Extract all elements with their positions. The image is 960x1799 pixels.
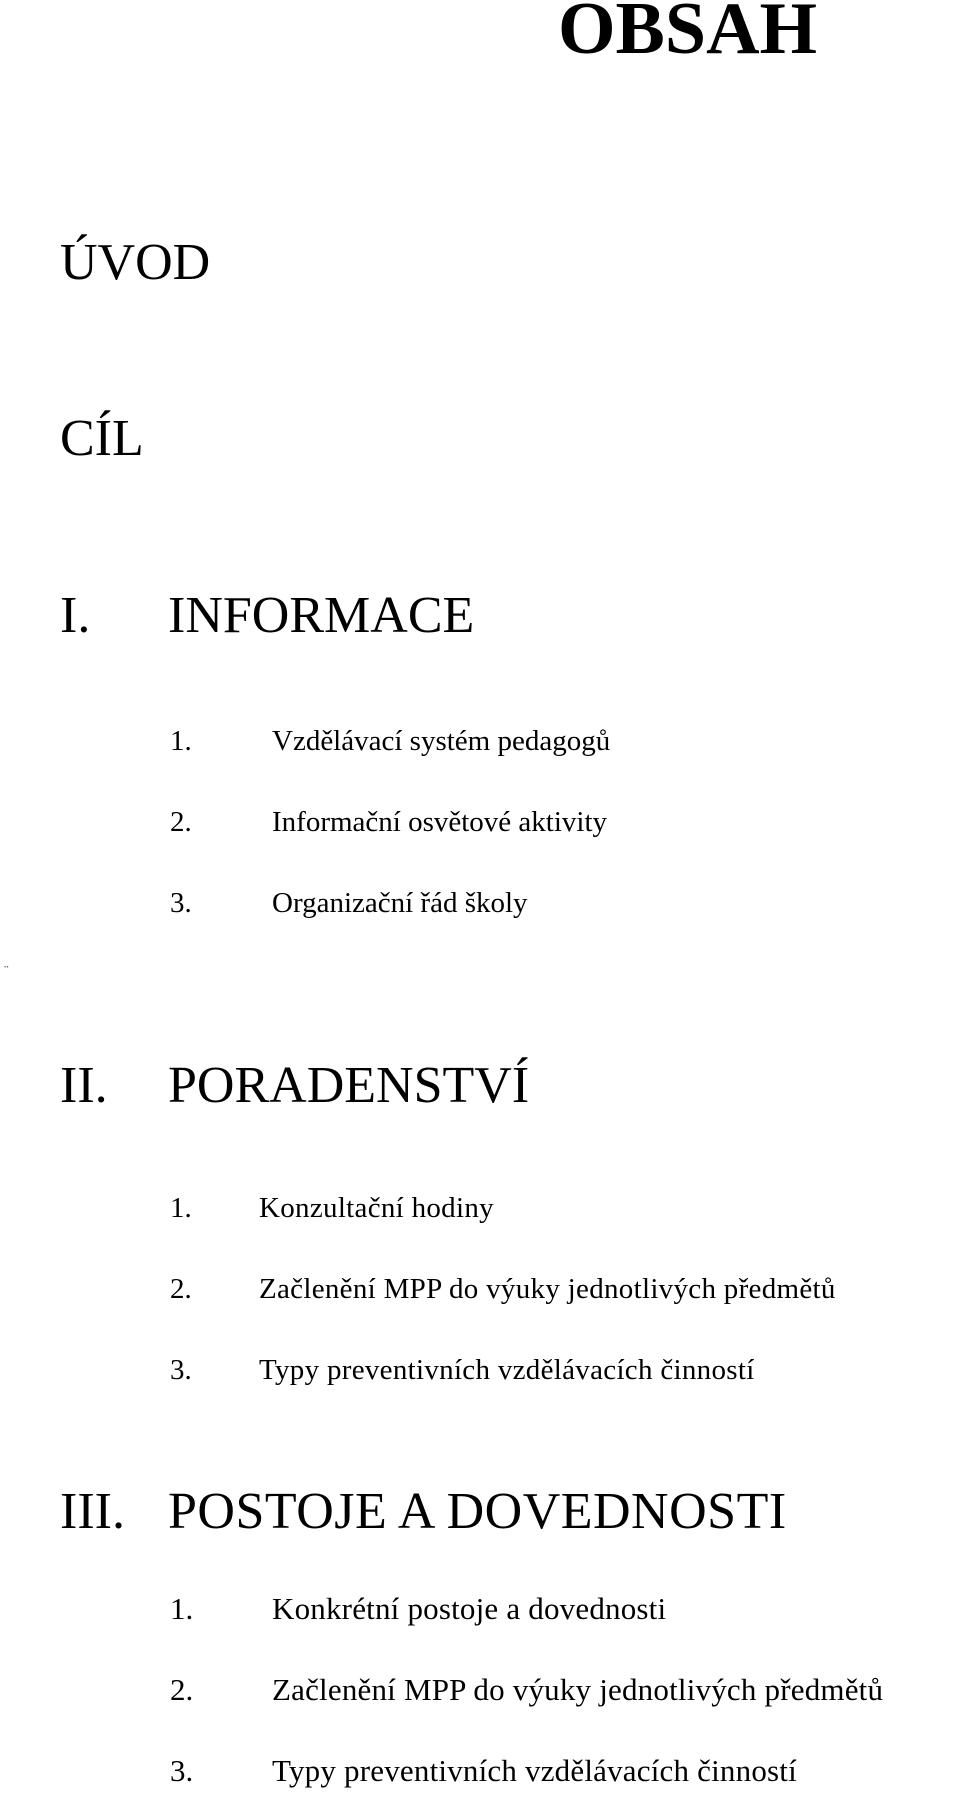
section-1-item-3-text: Organizační řád školy — [272, 887, 528, 919]
stray-mark: ¨ — [4, 964, 9, 979]
section-1-title: INFORMACE — [168, 587, 475, 644]
section-1-item-1-text: Vzdělávací systém pedagogů — [272, 725, 611, 757]
section-2-item-3-text: Typy preventivních vzdělávacích činností — [259, 1354, 755, 1386]
page-title: OBSAH — [558, 0, 818, 70]
section-3-item-1-text: Konkrétní postoje a dovednosti — [272, 1591, 667, 1626]
section-2-title: PORADENSTVÍ — [168, 1057, 530, 1114]
section-3-item-3-text: Typy preventivních vzdělávacích činností — [272, 1753, 797, 1788]
section-1-number: I. — [60, 587, 91, 644]
section-1-item-1-number: 1. — [170, 725, 192, 757]
section-3-number: III. — [60, 1483, 125, 1540]
section-2-number: II. — [60, 1057, 108, 1114]
section-2-item-2-number: 2. — [170, 1273, 192, 1305]
section-1-item-3-number: 3. — [170, 887, 192, 919]
section-2-item-1-number: 1. — [170, 1192, 192, 1224]
section-2-item-1-text: Konzultační hodiny — [259, 1192, 494, 1224]
section-2-item-3-number: 3. — [170, 1354, 192, 1386]
section-3-item-1-number: 1. — [170, 1591, 194, 1626]
section-3-title: POSTOJE A DOVEDNOSTI — [168, 1483, 787, 1540]
heading-intro: ÚVOD — [60, 234, 211, 291]
heading-goal: CÍL — [60, 410, 144, 467]
section-3-item-2-number: 2. — [170, 1672, 194, 1707]
section-3-item-2-text: Začlenění MPP do výuky jednotlivých předmětů — [272, 1672, 884, 1707]
section-1-item-2-number: 2. — [170, 806, 192, 838]
section-1-item-2-text: Informační osvětové aktivity — [272, 806, 608, 838]
section-3-item-3-number: 3. — [170, 1753, 194, 1788]
section-2-item-2-text: Začlenění MPP do výuky jednotlivých předmětů — [259, 1273, 836, 1305]
